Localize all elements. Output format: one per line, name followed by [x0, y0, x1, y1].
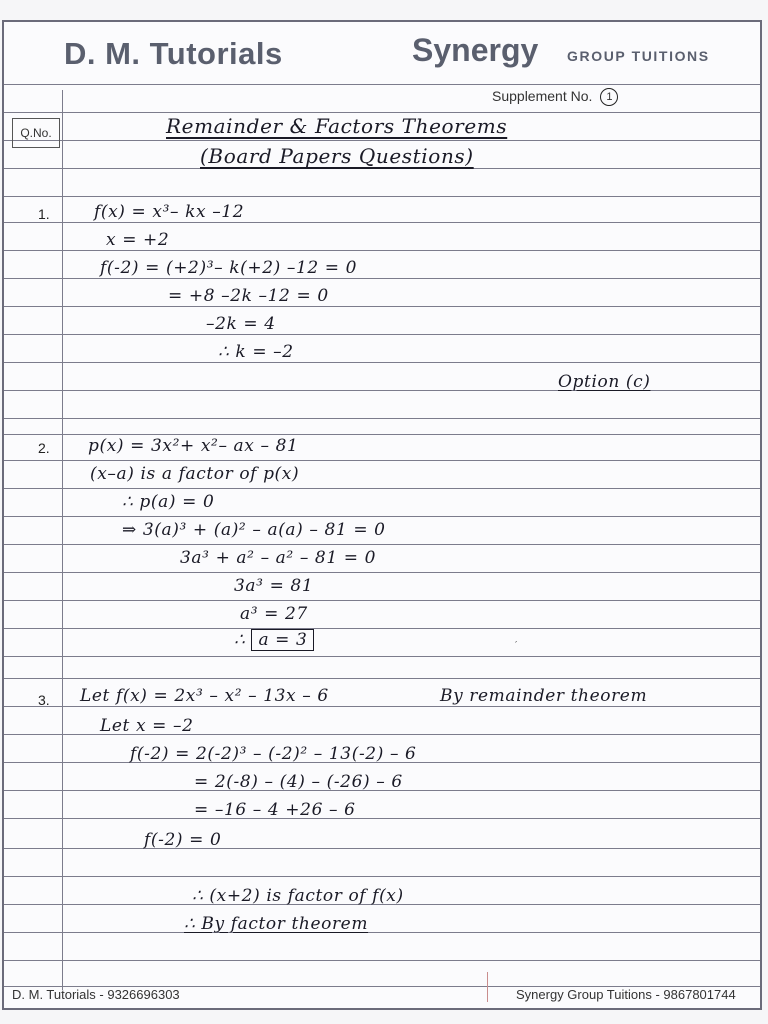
rule-line — [4, 334, 760, 335]
rule-line — [4, 418, 760, 419]
rule-line — [4, 222, 760, 223]
question-number: 1. — [38, 206, 50, 222]
q2-line: (x–a) is a factor of p(x) — [90, 464, 300, 484]
rule-line — [4, 876, 760, 877]
rule-line — [4, 818, 760, 819]
rule-line — [4, 960, 760, 961]
q2-line: 3a³ = 81 — [234, 576, 314, 596]
rule-line — [4, 656, 760, 657]
rule-line — [4, 544, 760, 545]
rule-line — [4, 250, 760, 251]
q3-line: Let x = –2 — [100, 716, 194, 736]
q2-line: 3a³ + a² – a² – 81 = 0 — [180, 548, 377, 568]
rule-line — [4, 362, 760, 363]
page-title: Remainder & Factors Theorems — [166, 114, 508, 138]
q1-line: –2k = 4 — [206, 314, 276, 334]
supplement-text: Supplement No. — [492, 88, 593, 104]
margin-line — [62, 90, 63, 990]
rule-line — [4, 460, 760, 461]
q1-line: x = +2 — [106, 230, 170, 250]
q2-line — [234, 630, 314, 650]
q1-line: f(x) = x³– kx –12 — [94, 202, 245, 222]
question-number: 3. — [38, 692, 50, 708]
worksheet-page — [2, 20, 762, 1010]
rule-line — [4, 112, 760, 113]
q2-line: ⇒ 3(a)³ + (a)² – a(a) – 81 = 0 — [122, 520, 386, 540]
rule-line — [4, 434, 760, 435]
q2-line: p(x) = 3x²+ x²– ax – 81 — [88, 436, 299, 456]
q3-line: = 2(-8) – (4) – (-26) – 6 — [194, 772, 403, 792]
brand-synergy: Synergy — [412, 32, 539, 68]
q1-line: ∴ k = –2 — [218, 342, 294, 362]
q3-line: f(-2) = 2(-2)³ – (-2)² – 13(-2) – 6 — [130, 744, 417, 764]
rule-line — [4, 168, 760, 169]
rule-line — [4, 678, 760, 679]
tick-mark: ′ — [515, 640, 518, 651]
q1-line: = +8 –2k –12 = 0 — [168, 286, 329, 306]
footer-dm-contact: D. M. Tutorials - 9326696303 — [12, 987, 180, 1002]
rule-line — [4, 306, 760, 307]
q1-answer: Option (c) — [558, 372, 651, 392]
q3-line: Let f(x) = 2x³ – x² – 13x – 6 — [80, 686, 329, 706]
rule-line — [4, 516, 760, 517]
rule-line — [4, 278, 760, 279]
brand-group-tuitions: GROUP TUITIONS — [567, 48, 710, 64]
page-subtitle: (Board Papers Questions) — [200, 144, 474, 168]
brand-dm-tutorials: D. M. Tutorials — [64, 36, 283, 71]
rule-line — [4, 848, 760, 849]
q3-note: By remainder theorem — [440, 686, 648, 706]
q2-answer-box: a = 3 — [251, 629, 314, 651]
rule-line — [4, 628, 760, 629]
footer-synergy-contact: Synergy Group Tuitions - 9867801744 — [516, 987, 736, 1002]
q2-line: a³ = 27 — [240, 604, 308, 624]
rule-line — [4, 196, 760, 197]
q3-line: = –16 – 4 +26 – 6 — [194, 800, 356, 820]
supplement-number: 1 — [600, 88, 618, 106]
q3-line: ∴ (x+2) is factor of f(x) — [192, 886, 404, 906]
q1-line: f(-2) = (+2)³– k(+2) –12 = 0 — [100, 258, 358, 278]
rule-line — [4, 706, 760, 707]
q2-line: ∴ p(a) = 0 — [122, 492, 215, 512]
question-number: 2. — [38, 440, 50, 456]
rule-line — [4, 572, 760, 573]
margin-mark — [487, 972, 488, 1002]
qno-label: Q.No. — [12, 118, 60, 148]
rule-line — [4, 140, 760, 141]
q3-line: ∴ By factor theorem — [184, 914, 369, 934]
rule-line — [4, 488, 760, 489]
q3-line: f(-2) = 0 — [144, 830, 222, 850]
supplement-label — [492, 88, 618, 106]
therefore-symbol: ∴ — [234, 630, 246, 650]
rule-line — [4, 84, 760, 85]
rule-line — [4, 600, 760, 601]
rule-line — [4, 932, 760, 933]
